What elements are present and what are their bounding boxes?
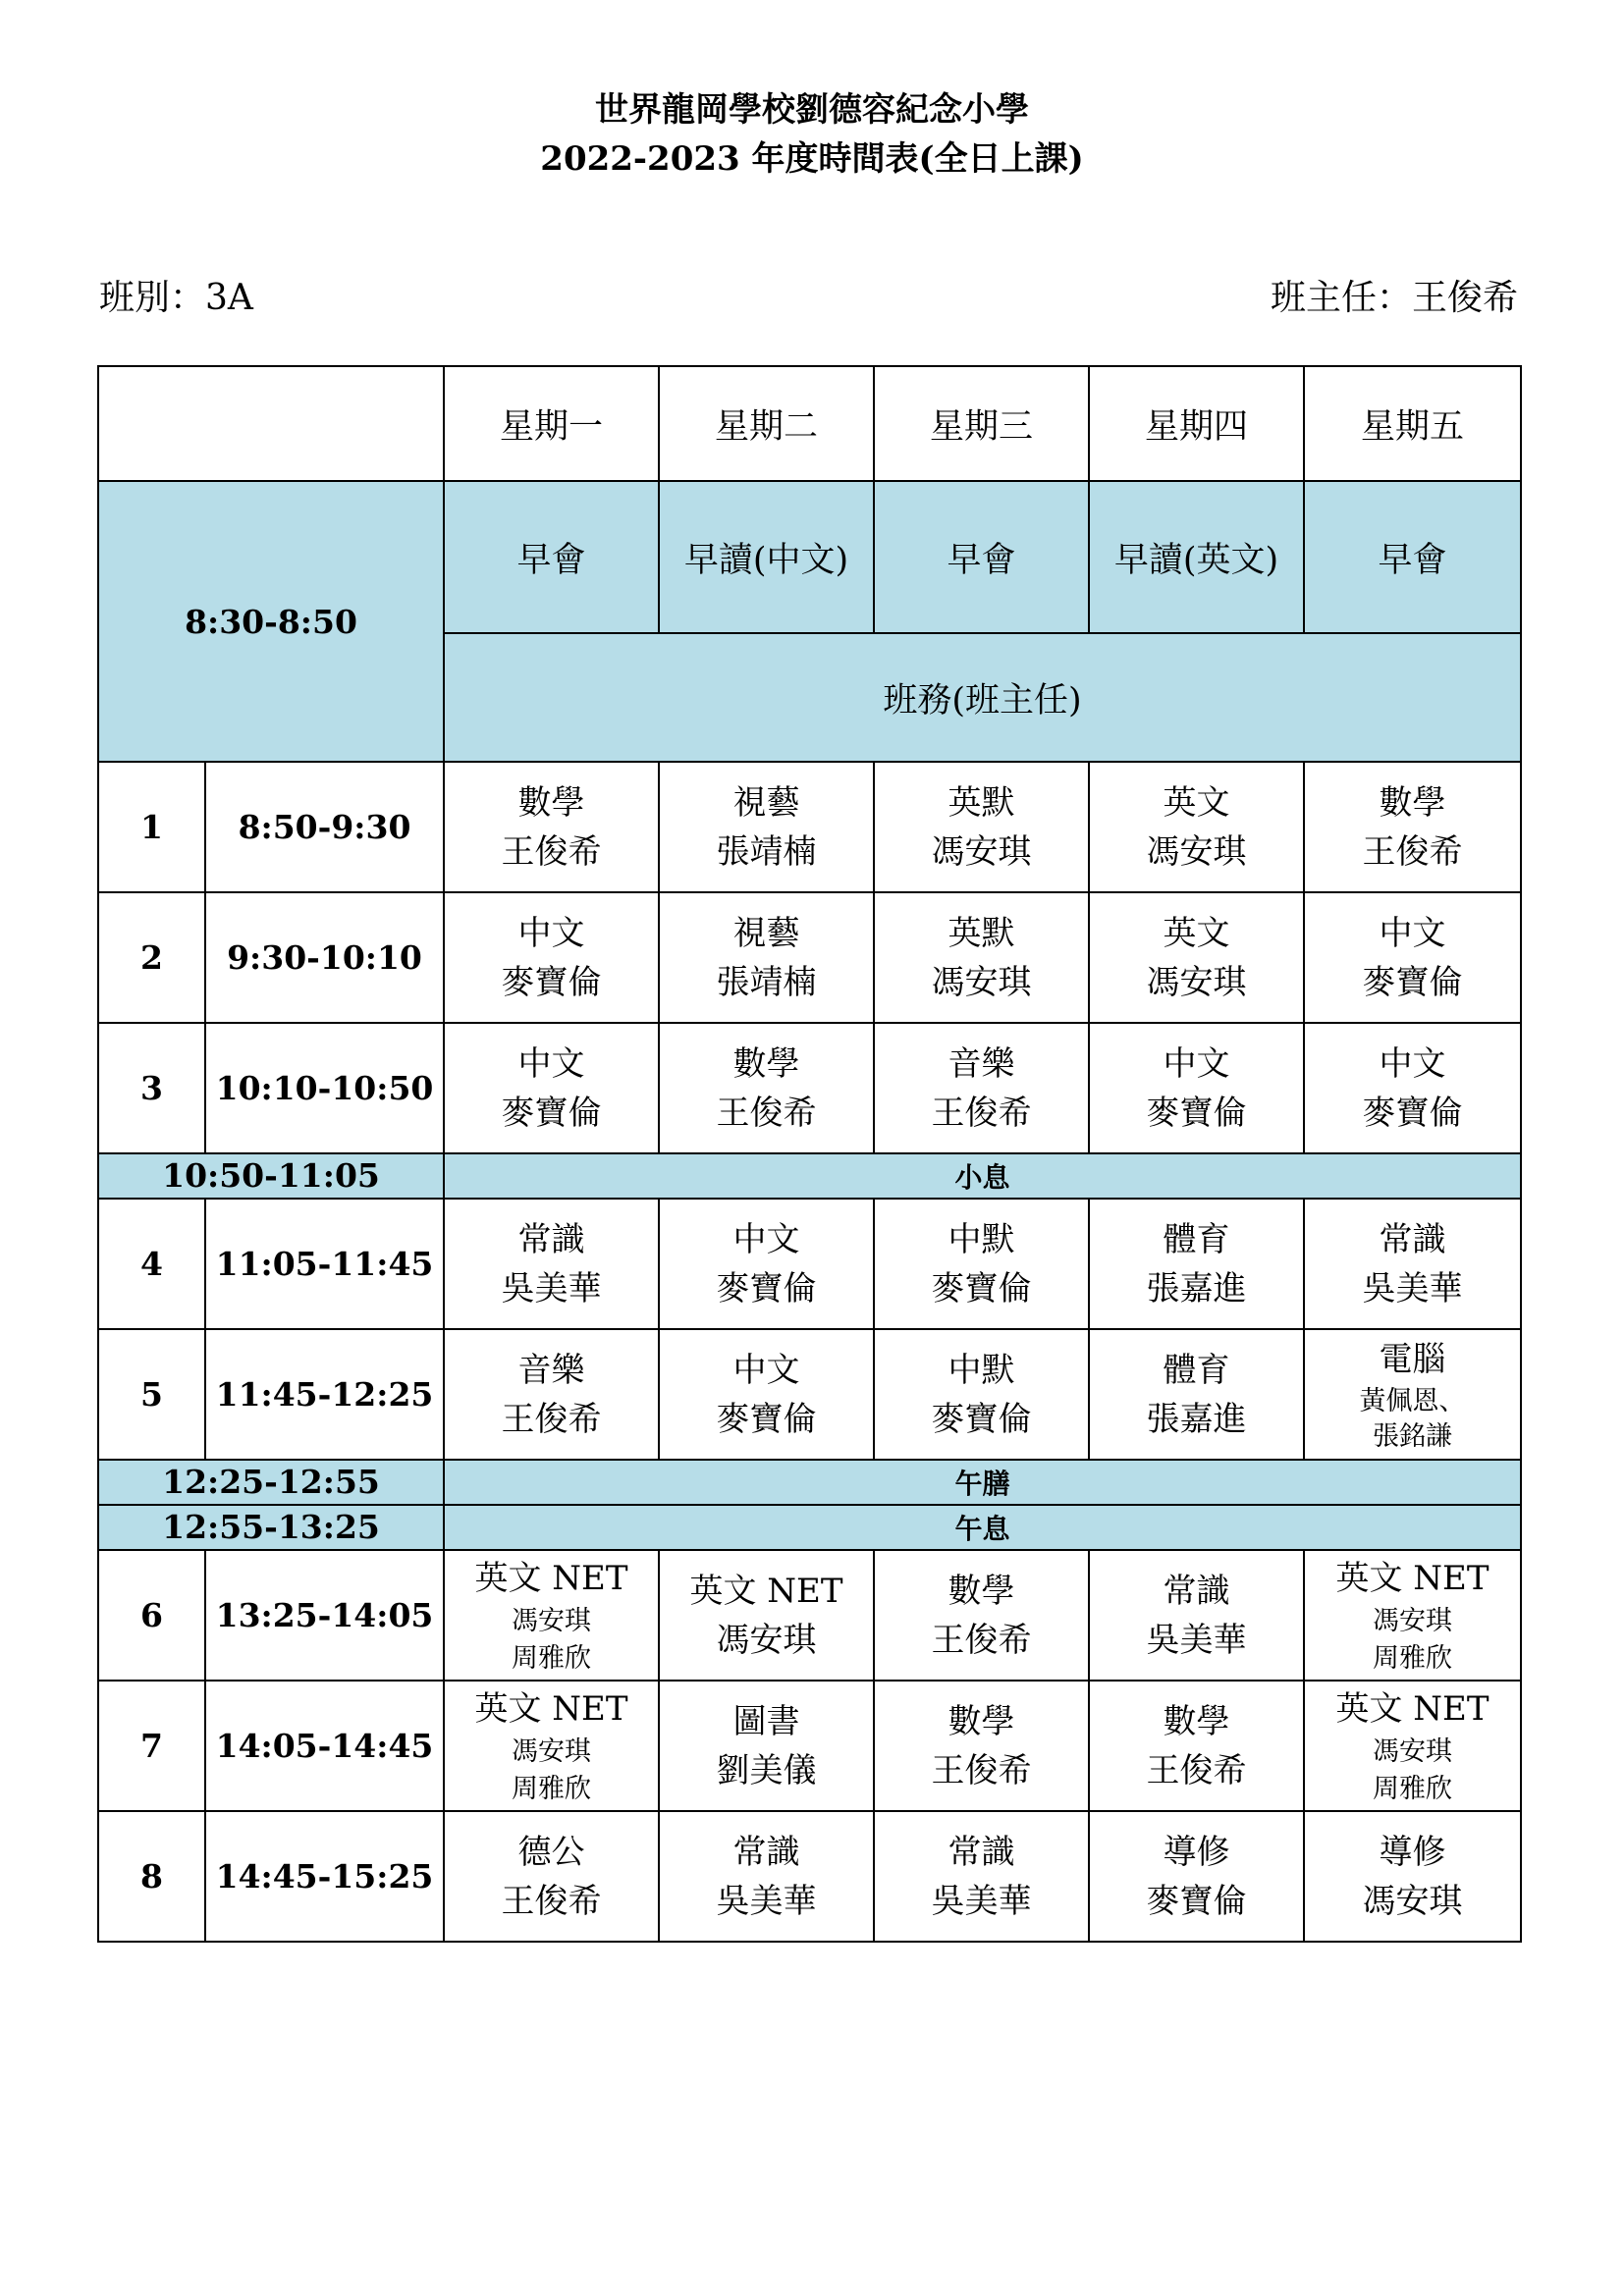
subject: 視藝 [732,913,800,953]
period-row [98,1550,1521,1681]
corner-cell [98,366,444,481]
lesson-cell [444,1550,659,1681]
teacher: 麥寶倫 [716,1399,817,1439]
period-number: 2 [98,892,205,1023]
subject: 電腦 [1379,1339,1446,1379]
subject: 數學 [947,1571,1015,1611]
recess-time: 10:50-11:05 [98,1153,444,1199]
teacher: 馮安琪 [1146,831,1247,872]
timetable [97,365,1522,1943]
day-header: 星期五 [1304,366,1521,481]
day-header: 星期四 [1089,366,1304,481]
morning-row [98,481,1521,633]
lesson-cell [444,1681,659,1811]
lesson-cell [1089,1550,1304,1681]
period-number: 4 [98,1199,205,1329]
subject: 體育 [1163,1350,1230,1390]
subject: 中默 [947,1350,1015,1390]
subject: 音樂 [947,1043,1015,1084]
teacher: 周雅欣 [1373,1642,1452,1674]
subject: 圖書 [732,1701,800,1741]
subject: 導修 [1163,1832,1230,1872]
lesson-cell [1304,1023,1521,1153]
lesson-cell [659,1550,874,1681]
lesson-cell [874,762,1089,892]
subject: 常識 [947,1832,1015,1872]
subject: 數學 [732,1043,800,1084]
teacher: 周雅欣 [512,1773,591,1804]
timetable-subtitle: 2022-2023 年度時間表(全日上課) [540,139,1084,179]
lesson-cell [659,1023,874,1153]
lunch-time: 12:25-12:55 [98,1460,444,1505]
subject: 數學 [947,1701,1015,1741]
class-affairs: 班務(班主任) [444,633,1521,762]
subject: 中文 [517,913,585,953]
lesson-cell [1304,762,1521,892]
subject: 常識 [732,1832,800,1872]
class-label: 班別：3A [99,278,253,318]
morning-time: 8:30-8:50 [98,481,444,762]
rest-time: 12:55-13:25 [98,1505,444,1550]
recess-label: 小息 [444,1153,1521,1199]
period-number: 3 [98,1023,205,1153]
lesson-cell [1089,762,1304,892]
teacher: 馮安琪 [931,831,1032,872]
period-time: 14:45-15:25 [205,1811,444,1942]
lesson-cell [444,762,659,892]
teacher: 王俊希 [1362,831,1463,872]
subject: 數學 [517,782,585,823]
teacher: 吳美華 [501,1268,602,1308]
subject: 英文 NET [1335,1558,1489,1598]
subject: 中文 [732,1350,800,1390]
teacher: 麥寶倫 [716,1268,817,1308]
period-row [98,1811,1521,1942]
period-row [98,1199,1521,1329]
lesson-cell [874,892,1089,1023]
subject: 數學 [1379,782,1446,823]
day-header: 星期二 [659,366,874,481]
teacher: 周雅欣 [512,1642,591,1674]
teacher: 麥寶倫 [1362,1093,1463,1133]
teacher: 麥寶倫 [1146,1881,1247,1921]
subject: 英文 NET [1335,1688,1489,1729]
period-time: 14:05-14:45 [205,1681,444,1811]
teacher: 張嘉進 [1146,1399,1247,1439]
lesson-cell [1089,1329,1304,1460]
lesson-cell [1304,1550,1521,1681]
lesson-cell [1089,1199,1304,1329]
teacher: 吳美華 [1146,1620,1247,1660]
teacher: 馮安琪 [512,1605,591,1636]
teacher: 馮安琪 [1373,1735,1452,1767]
recess-row [98,1153,1521,1199]
rest-label: 午息 [444,1505,1521,1550]
lesson-cell [874,1681,1089,1811]
teacher: 王俊希 [716,1093,817,1133]
subject: 英文 [1163,913,1230,953]
lesson-cell [1304,1199,1521,1329]
subject: 常識 [1379,1219,1446,1259]
lesson-cell [659,892,874,1023]
morning-activity: 早讀(中文) [659,481,874,633]
subject: 中文 [517,1043,585,1084]
morning-activity: 早讀(英文) [1089,481,1304,633]
lesson-cell [659,1681,874,1811]
teacher: 王俊希 [501,1399,602,1439]
lesson-cell [444,1329,659,1460]
school-name: 世界龍岡學校劉德容紀念小學 [595,90,1029,130]
teacher: 張靖楠 [716,962,817,1002]
teacher: 馮安琪 [716,1620,817,1660]
period-time: 13:25-14:05 [205,1550,444,1681]
subject: 中文 [732,1219,800,1259]
rest-row [98,1505,1521,1550]
day-header: 星期一 [444,366,659,481]
teacher: 麥寶倫 [1146,1093,1247,1133]
subject: 英文 NET [689,1571,843,1611]
lesson-cell [1089,1811,1304,1942]
subject: 英文 [1163,782,1230,823]
teacher: 王俊希 [931,1750,1032,1790]
lesson-cell [1089,892,1304,1023]
period-number: 7 [98,1681,205,1811]
teacher: 吳美華 [716,1881,817,1921]
lesson-cell [1304,1329,1521,1460]
morning-activity: 早會 [1304,481,1521,633]
subject: 英文 NET [474,1688,628,1729]
teacher: 王俊希 [931,1620,1032,1660]
teacher: 馮安琪 [1373,1605,1452,1636]
subject: 英文 NET [474,1558,628,1598]
period-row [98,1023,1521,1153]
period-row [98,762,1521,892]
subject: 常識 [1163,1571,1230,1611]
teacher: 黃佩恩、 [1359,1385,1466,1416]
teacher: 麥寶倫 [931,1268,1032,1308]
period-number: 1 [98,762,205,892]
subject: 音樂 [517,1350,585,1390]
day-header: 星期三 [874,366,1089,481]
period-number: 8 [98,1811,205,1942]
lesson-cell [444,1023,659,1153]
period-time: 9:30-10:10 [205,892,444,1023]
period-time: 10:10-10:50 [205,1023,444,1153]
lesson-cell [1304,892,1521,1023]
subject: 體育 [1163,1219,1230,1259]
teacher: 王俊希 [1146,1750,1247,1790]
period-number: 5 [98,1329,205,1460]
teacher: 吳美華 [1362,1268,1463,1308]
subject: 中文 [1379,913,1446,953]
lesson-cell [1089,1023,1304,1153]
lesson-cell [1304,1811,1521,1942]
lesson-cell [1089,1681,1304,1811]
lesson-cell [874,1811,1089,1942]
lesson-cell [659,1329,874,1460]
subject: 德公 [517,1832,585,1872]
subject: 中文 [1379,1043,1446,1084]
teacher: 馮安琪 [1362,1881,1463,1921]
subject: 視藝 [732,782,800,823]
morning-activity: 早會 [444,481,659,633]
teacher: 麥寶倫 [501,1093,602,1133]
subject: 常識 [517,1219,585,1259]
lesson-cell [444,1811,659,1942]
lesson-cell [874,1329,1089,1460]
teacher: 麥寶倫 [931,1399,1032,1439]
subject: 中文 [1163,1043,1230,1084]
lesson-cell [444,1199,659,1329]
lesson-cell [659,1199,874,1329]
lesson-cell [874,1199,1089,1329]
teacher: 吳美華 [931,1881,1032,1921]
teacher: 麥寶倫 [1362,962,1463,1002]
period-row [98,892,1521,1023]
class-teacher-label: 班主任：王俊希 [1270,278,1518,318]
teacher: 麥寶倫 [501,962,602,1002]
lesson-cell [659,762,874,892]
lesson-cell [1304,1681,1521,1811]
morning-activity: 早會 [874,481,1089,633]
teacher: 馮安琪 [1146,962,1247,1002]
teacher: 張嘉進 [1146,1268,1247,1308]
teacher: 周雅欣 [1373,1773,1452,1804]
subject: 英默 [947,913,1015,953]
header-row [98,366,1521,481]
subject: 導修 [1379,1832,1446,1872]
lesson-cell [659,1811,874,1942]
teacher: 王俊希 [501,1881,602,1921]
subject: 中默 [947,1219,1015,1259]
subject: 英默 [947,782,1015,823]
lesson-cell [444,892,659,1023]
lesson-cell [874,1550,1089,1681]
period-row [98,1681,1521,1811]
period-time: 8:50-9:30 [205,762,444,892]
teacher: 王俊希 [931,1093,1032,1133]
lunch-label: 午膳 [444,1460,1521,1505]
subject: 數學 [1163,1701,1230,1741]
period-number: 6 [98,1550,205,1681]
teacher: 王俊希 [501,831,602,872]
period-time: 11:05-11:45 [205,1199,444,1329]
lesson-cell [874,1023,1089,1153]
period-time: 11:45-12:25 [205,1329,444,1460]
period-row [98,1329,1521,1460]
teacher: 張銘謙 [1373,1420,1452,1452]
teacher: 馮安琪 [512,1735,591,1767]
teacher: 劉美儀 [716,1750,817,1790]
lunch-row [98,1460,1521,1505]
teacher: 張靖楠 [716,831,817,872]
teacher: 馮安琪 [931,962,1032,1002]
